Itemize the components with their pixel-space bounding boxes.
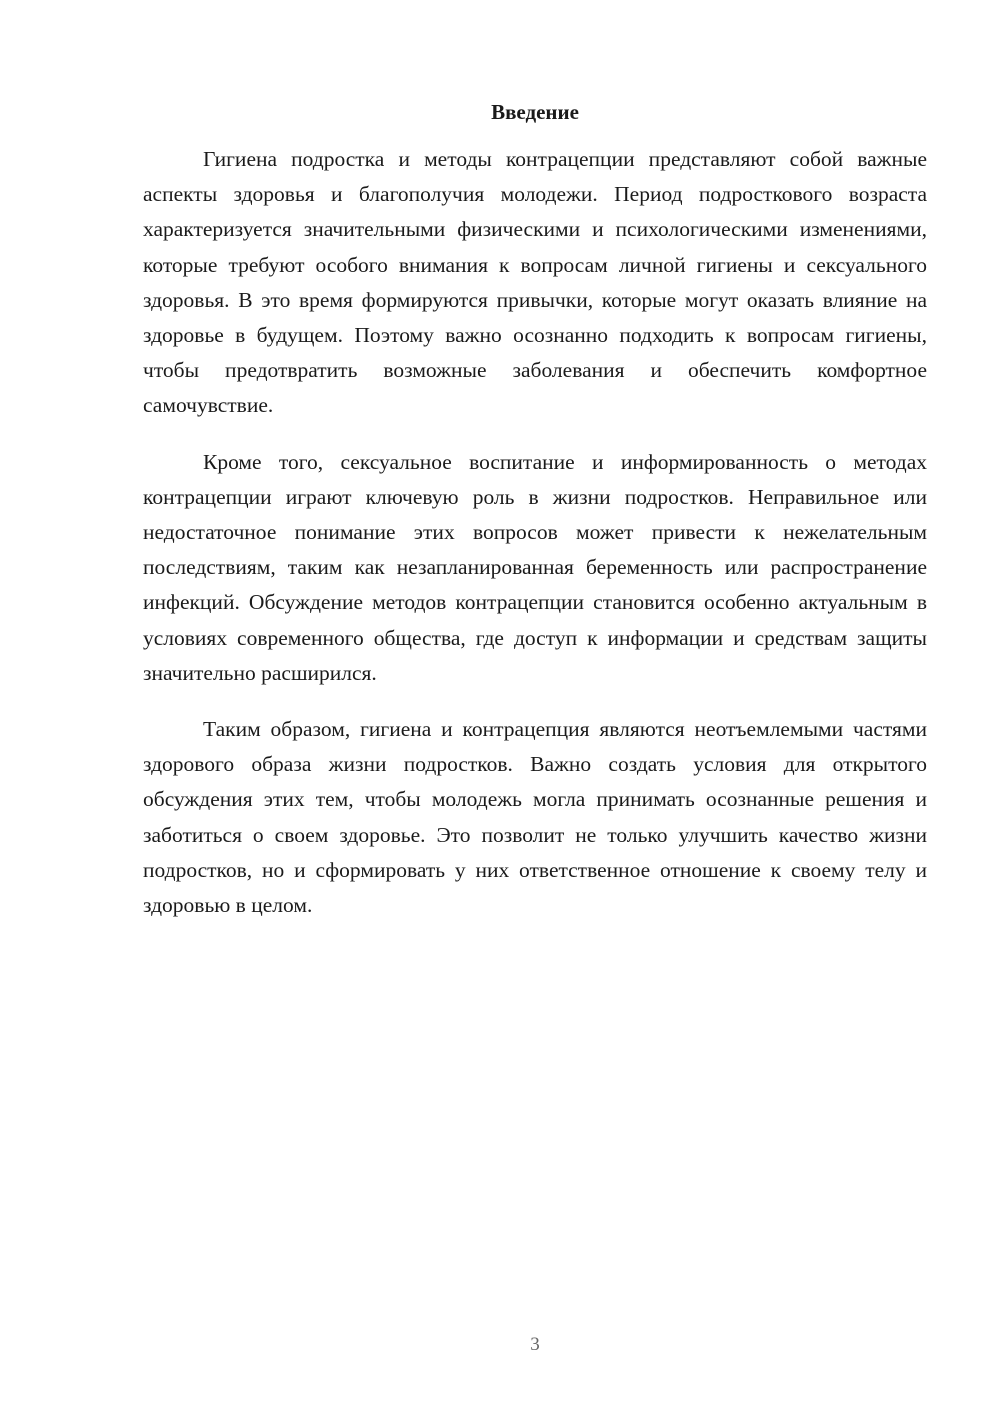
paragraph-2: Кроме того, сексуальное воспитание и информированность о методах контрацепции играют ключевую роль в жизни подростков. Неправильное или недостаточное понимание этих вопросов может привести к нежелательным последствиям, таким как незапланированная беременность или распространение инфекций. Обсуждение методов контрацепции становится особенно актуальным в условиях современного общества, где доступ к информации и средствам защиты значительно расширился. <box>143 449 927 685</box>
page-number: 3 <box>530 1334 540 1355</box>
section-heading: Введение <box>491 100 579 124</box>
body-text <box>143 142 927 944</box>
paragraph-1: Гигиена подростка и методы контрацепции представляют собой важные аспекты здоровья и благополучия молодежи. Период подросткового возраста характеризуется значительными физическими и психологическими изменениями, которые требуют особого внимания к вопросам личной гигиены и сексуального здоровья. В это время формируются привычки, которые могут оказать влияние на здоровье в будущем. Поэтому важно осознанно подходить к вопросам гигиены, чтобы предотвратить возможные заболевания и обеспечить комфортное самочувствие. <box>143 147 927 418</box>
paragraph-3: Таким образом, гигиена и контрацепция являются неотъемлемыми частями здорового образа жизни подростков. Важно создать условия для открытого обсуждения этих тем, чтобы молодежь могла принимать осознанные решения и заботиться о своем здоровье. Это позволит не только улучшить качество жизни подростков, но и сформировать у них ответственное отношение к своему телу и здоровью в целом. <box>143 717 927 918</box>
